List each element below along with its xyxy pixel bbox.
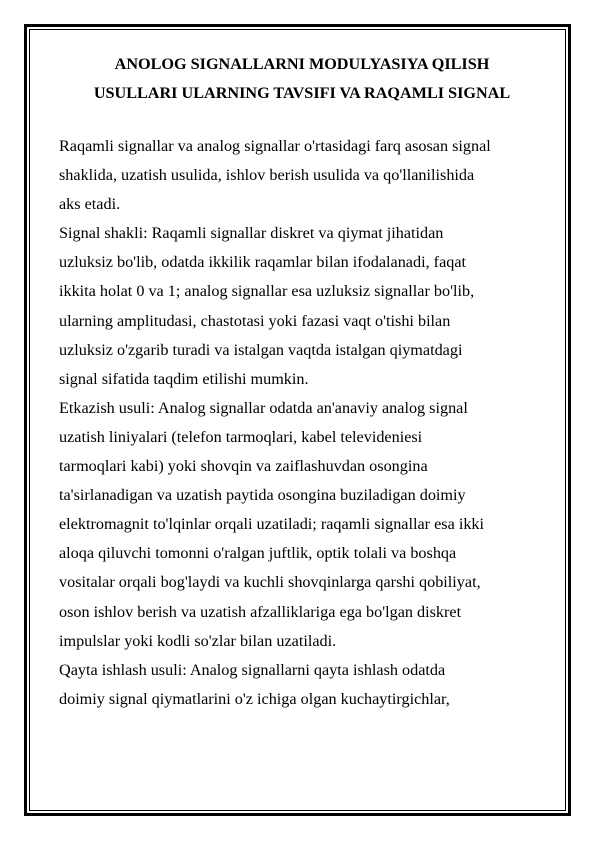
title-line: ANOLOG SIGNALLARNI MODULYASIYA QILISH <box>114 55 490 73</box>
body-line: Qayta ishlash usuli: Analog signallarni qayta ishlash odatda <box>59 660 446 679</box>
body-line: aks etadi. <box>59 195 121 214</box>
body-line: uzluksiz bo'lib, odatda ikkilik raqamlar bilan ifodalanadi, faqat <box>59 253 467 272</box>
title-line: USULLARI ULARNING TAVSIFI VA RAQAMLI SIGNAL <box>93 84 511 102</box>
body-line: ta'sirlanadigan va uzatish paytida osongina buziladigan doimiy <box>59 486 466 505</box>
body-line: Signal shakli: Raqamli signallar diskret va qiymat jihatidan <box>59 224 444 243</box>
document-content <box>59 50 545 714</box>
body-line: vositalar orqali bog'laydi va kuchli shovqinlarga qarshi qobiliyat, <box>59 573 481 592</box>
body-line: Etkazish usuli: Analog signallar odatda an'anaviy analog signal <box>59 398 468 417</box>
body-line: elektromagnit to'lqinlar orqali uzatiladi; raqamli signallar esa ikki <box>59 515 485 534</box>
body-line: ularning amplitudasi, chastotasi yoki fazasi vaqt o'tishi bilan <box>59 311 451 330</box>
document-title <box>59 50 545 108</box>
body-line: signal sifatida taqdim etilishi mumkin. <box>59 369 309 388</box>
body-line: ikkita holat 0 va 1; analog signallar esa uzluksiz signallar bo'lib, <box>59 282 475 301</box>
document-body <box>59 132 545 714</box>
body-line: Raqamli signallar va analog signallar o'rtasidagi farq asosan signal <box>59 137 491 155</box>
body-line: impulslar yoki kodli so'zlar bilan uzatiladi. <box>59 631 337 650</box>
body-line: uzluksiz o'zgarib turadi va istalgan vaqtda istalgan qiymatdagi <box>59 340 463 359</box>
body-line: aloqa qiluvchi tomonni o'ralgan juftlik, optik tolali va boshqa <box>59 544 457 563</box>
body-line: oson ishlov berish va uzatish afzalliklariga ega bo'lgan diskret <box>59 602 462 621</box>
body-line: shaklida, uzatish usulida, ishlov berish usulida va qo'llanilishida <box>59 166 475 185</box>
body-line: uzatish liniyalari (telefon tarmoqlari, kabel televideniesi <box>59 427 423 446</box>
body-line: doimiy signal qiymatlarini o'z ichiga olgan kuchaytirgichlar, <box>59 689 450 708</box>
body-line: tarmoqlari kabi) yoki shovqin va zaiflashuvdan osongina <box>59 457 428 476</box>
